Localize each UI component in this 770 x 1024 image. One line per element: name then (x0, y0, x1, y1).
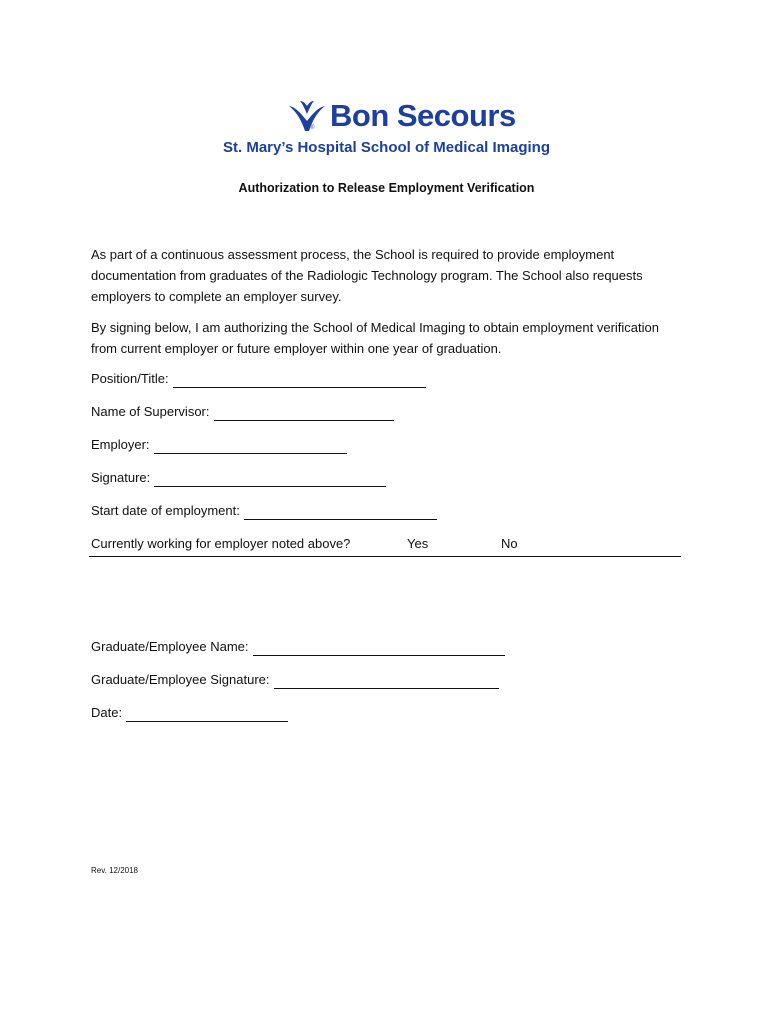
school-name: St. Mary’s Hospital School of Medical Imaging (223, 139, 550, 156)
field-label: Name of Supervisor: (91, 404, 210, 419)
brand-logo (288, 98, 516, 132)
paragraph-line: As part of a continuous assessment process, the School is required to provide employment (91, 247, 615, 262)
signature-input[interactable] (154, 472, 386, 487)
date-field (91, 704, 288, 722)
field-label: Start date of employment: (91, 503, 240, 518)
paragraph-line: from current employer or future employer within one year of graduation. (91, 341, 502, 356)
currently-working-question (91, 535, 350, 553)
graduate-signature-input[interactable] (274, 674, 499, 689)
employer-input[interactable] (154, 439, 347, 454)
position-title-field (91, 370, 426, 388)
supervisor-name-input[interactable] (214, 406, 394, 421)
graduate-signature-field (91, 671, 499, 689)
field-label: Position/Title: (91, 371, 169, 386)
paragraph-line: By signing below, I am authorizing the School of Medical Imaging to obtain employment verification (91, 320, 659, 335)
field-label: Employer: (91, 437, 150, 452)
paragraph-line: documentation from graduates of the Radiologic Technology program. The School also requests (91, 268, 643, 283)
cross-logo-icon (288, 98, 326, 132)
brand-name: Bon Secours (330, 97, 516, 133)
signature-field (91, 469, 386, 487)
field-label: Currently working for employer noted above? (91, 536, 351, 551)
field-label: Graduate/Employee Signature: (91, 672, 270, 687)
supervisor-name-field (91, 403, 394, 421)
section-divider (89, 556, 681, 557)
date-input[interactable] (126, 707, 288, 722)
paragraph-assessment (91, 244, 691, 307)
start-date-field (91, 502, 437, 520)
start-date-input[interactable] (244, 505, 437, 520)
registered-mark: ® (310, 125, 315, 131)
field-label: Date: (91, 705, 123, 720)
paragraph-line: employers to complete an employer survey. (91, 289, 342, 304)
yes-option[interactable]: Yes (407, 536, 429, 551)
graduate-name-input[interactable] (253, 641, 505, 656)
field-label: Graduate/Employee Name: (91, 639, 249, 654)
revision-note: Rev. 12/2018 (91, 866, 138, 875)
position-title-input[interactable] (173, 373, 426, 388)
graduate-name-field (91, 638, 505, 656)
field-label: Signature: (91, 470, 151, 485)
employer-field (91, 436, 347, 454)
paragraph-authorization (91, 317, 691, 359)
no-option[interactable]: No (501, 536, 518, 551)
document-title: Authorization to Release Employment Verification (238, 181, 535, 195)
